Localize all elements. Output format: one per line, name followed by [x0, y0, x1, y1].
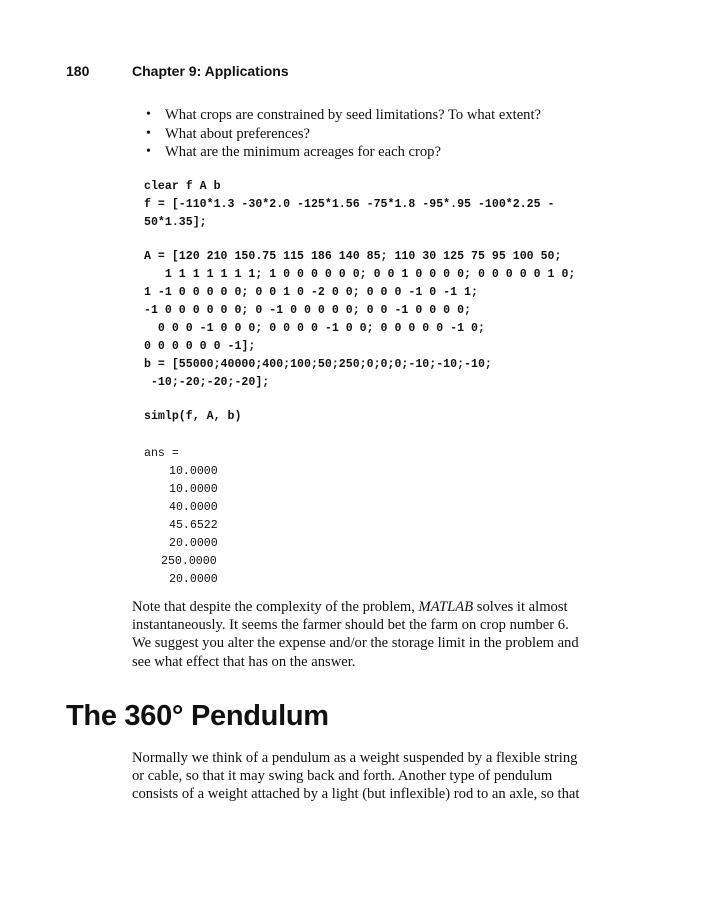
code-line: b = [55000;40000;400;100;50;250;0;0;0;-10;-10;-10; — [144, 358, 492, 371]
output-value: 20.0000 — [169, 573, 218, 586]
paragraph-line: or cable, so that it may swing back and forth. Another type of pendulum — [132, 768, 553, 785]
bullet-item — [146, 143, 541, 162]
bullet-list — [146, 106, 541, 162]
paragraph-matlab-note — [132, 598, 647, 671]
section-heading: The 360° Pendulum — [66, 700, 329, 732]
output-value: 250.0000 — [161, 555, 217, 568]
code-line: -1 0 0 0 0 0 0; 0 -1 0 0 0 0 0; 0 0 -1 0 0 0 0; — [144, 304, 471, 317]
bullet-icon: • — [146, 125, 151, 141]
code-line: 0 0 0 0 0 0 -1]; — [144, 340, 256, 353]
code-output — [144, 445, 218, 589]
output-value: 20.0000 — [169, 537, 218, 550]
code-line: A = [120 210 150.75 115 186 140 85; 110 30 125 75 95 100 50; — [144, 250, 562, 263]
code-line: 1 1 1 1 1 1 1; 1 0 0 0 0 0 0; 0 0 1 0 0 0 0; 0 0 0 0 0 1 0; — [144, 268, 576, 281]
paragraph-pendulum — [132, 749, 647, 804]
output-value: 40.0000 — [169, 501, 218, 514]
code-line: f = [-110*1.3 -30*2.0 -125*1.56 -75*1.8 -95*.95 -100*2.25 - — [144, 198, 555, 211]
output-value: 10.0000 — [169, 483, 218, 496]
bullet-text: What crops are constrained by seed limitations? To what extent? — [165, 107, 541, 123]
paragraph-line: Normally we think of a pendulum as a weight suspended by a flexible string — [132, 750, 578, 766]
text-run: solves it almost — [473, 599, 568, 615]
text-run: Note that despite the complexity of the problem, — [132, 599, 419, 615]
code-line: 1 -1 0 0 0 0 0; 0 0 1 0 -2 0 0; 0 0 0 -1 0 -1 1; — [144, 286, 478, 299]
chapter-title: Chapter 9: Applications — [132, 63, 289, 79]
bullet-item — [146, 106, 541, 125]
paragraph-line: instantaneously. It seems the farmer should bet the farm on crop number 6. — [132, 617, 569, 634]
paragraph-line: see what effect that has on the answer. — [132, 653, 356, 670]
paragraph-line: consists of a weight attached by a light (but inflexible) rod to an axle, so that — [132, 786, 580, 803]
bullet-icon: • — [146, 107, 151, 122]
italic-run: MATLAB — [418, 599, 474, 615]
bullet-icon: • — [146, 144, 151, 159]
code-block-matrix — [144, 248, 575, 392]
output-label: ans = — [144, 447, 179, 460]
output-value: 10.0000 — [169, 465, 218, 478]
code-line: 0 0 0 -1 0 0 0; 0 0 0 0 -1 0 0; 0 0 0 0 0 -1 0; — [144, 322, 485, 335]
page-number: 180 — [66, 63, 90, 79]
output-value: 45.6522 — [169, 519, 218, 532]
bullet-item — [146, 125, 541, 144]
paragraph-line: We suggest you alter the expense and/or the storage limit in the problem and — [132, 635, 579, 652]
code-block-clear — [144, 178, 555, 232]
bullet-text: What are the minimum acreages for each crop? — [165, 144, 441, 160]
code-line: 50*1.35]; — [144, 216, 207, 229]
bullet-text: What about preferences? — [165, 125, 311, 142]
code-line: -10;-20;-20;-20]; — [144, 376, 270, 389]
paragraph-line — [132, 598, 647, 616]
code-line: clear f A b — [144, 180, 221, 193]
code-block-simlp: simlp(f, A, b) — [144, 410, 242, 423]
